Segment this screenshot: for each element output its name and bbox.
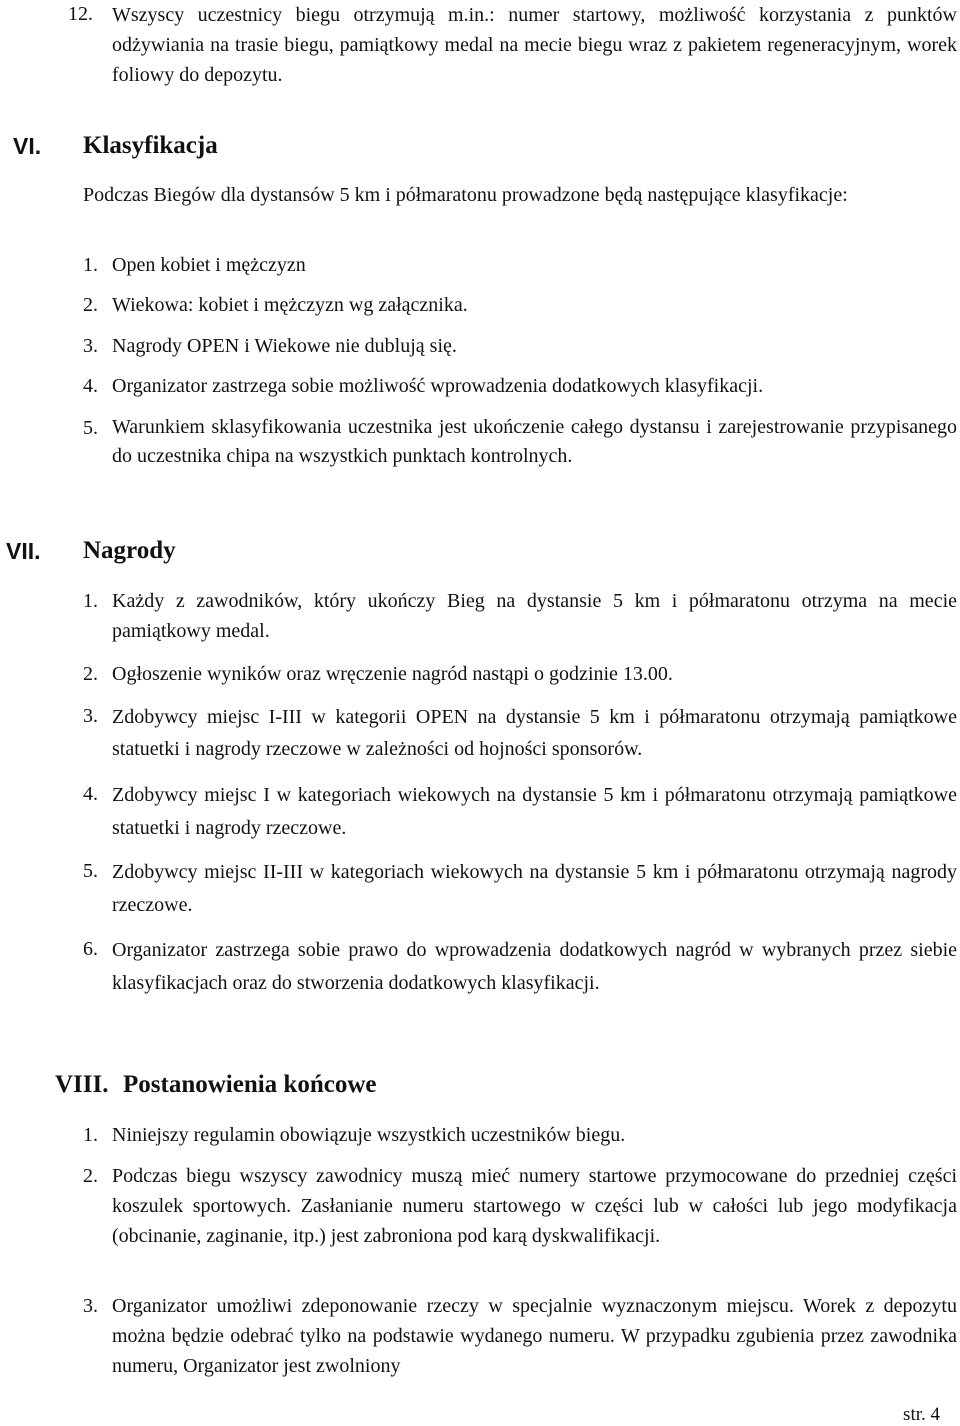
list-item-number: 1.: [83, 590, 98, 612]
list-item-number: 1.: [83, 1124, 98, 1146]
list-item-text: Warunkiem sklasyfikowania uczestnika jest ukończenie całego dystansu i zarejestrowanie przypisanego do uczestnika chipa na wszystkich punktach kontrolnych.: [112, 416, 957, 467]
list-item-number: 2.: [83, 663, 98, 685]
list-item-text: Organizator zastrzega sobie prawo do wprowadzenia dodatkowych nagród w wybranych przez siebie klasyfikacjach oraz do stworzenia dodatkowych klasyfikacji.: [112, 939, 957, 994]
section-title: Klasyfikacja: [83, 132, 218, 159]
list-item-text: Zdobywcy miejsc I w kategoriach wiekowych na dystansie 5 km i półmaratonu otrzymają pamiątkowe statuetki i nagrody rzeczowe.: [112, 784, 957, 839]
list-item-text: Open kobiet i mężczyzn: [112, 254, 306, 276]
list-item-number: 3.: [83, 705, 98, 727]
list-item-number: 4.: [83, 783, 98, 805]
section-number: VIII.: [55, 1071, 109, 1098]
list-item-number: 3.: [83, 335, 98, 357]
list-item-number: 5.: [83, 860, 98, 882]
list-item-text: Nagrody OPEN i Wiekowe nie dublują się.: [112, 335, 457, 357]
section-intro: Podczas Biegów dla dystansów 5 km i półmaratonu prowadzone będą następujące klasyfikacje:: [83, 184, 848, 206]
list-item-number: 4.: [83, 375, 98, 397]
list-item-number: 3.: [83, 1295, 98, 1317]
page-number: str. 4: [903, 1404, 940, 1425]
section-title: Nagrody: [83, 537, 176, 564]
list-item-number: 5.: [83, 417, 98, 439]
list-item-text: Niniejszy regulamin obowiązuje wszystkich uczestników biegu.: [112, 1124, 626, 1146]
item-number: 12.: [68, 3, 93, 25]
list-item-text: Organizator umożliwi zdeponowanie rzeczy w specjalnie wyznaczonym miejscu. Worek z depozytu można będzie odebrać tylko na podstawie wydanego numeru. W przypadku zgubienia przez zawodnika numeru, Organizator jest zwolniony: [112, 1295, 957, 1377]
list-item-text: Zdobywcy miejsc II-III w kategoriach wiekowych na dystansie 5 km i półmaratonu otrzymają nagrody rzeczowe.: [112, 861, 957, 916]
list-item-number: 1.: [83, 254, 98, 276]
list-item-text: Podczas biegu wszyscy zawodnicy muszą mieć numery startowe przymocowane do przedniej części koszulek sportowych. Zasłanianie numeru startowego w części lub w całości lub jego modyfikacja (obcinanie, zaginanie, itp.) jest zabroniona pod karą dyskwalifikacji.: [112, 1165, 957, 1247]
list-item-text: Ogłoszenie wyników oraz wręczenie nagród nastąpi o godzinie 13.00.: [112, 663, 673, 685]
list-item-text: Organizator zastrzega sobie możliwość wprowadzenia dodatkowych klasyfikacji.: [112, 375, 764, 397]
section-number: VII.: [6, 538, 41, 564]
section-number: VI.: [13, 133, 42, 159]
list-item-text: Zdobywcy miejsc I-III w kategorii OPEN na dystansie 5 km i półmaratonu otrzymają pamiątkowe statuetki i nagrody rzeczowe w zależności od hojności sponsorów.: [112, 706, 957, 760]
list-item-number: 2.: [83, 1165, 98, 1187]
list-item-text: Wiekowa: kobiet i mężczyzn wg załącznika.: [112, 294, 468, 316]
section-title: Postanowienia końcowe: [123, 1071, 377, 1098]
item-text: Wszyscy uczestnicy biegu otrzymują m.in.: numer startowy, możliwość korzystania z punktów odżywiania na trasie biegu, pamiątkowy medal na mecie biegu wraz z pakietem regeneracyjnym, worek foliowy do depozytu.: [112, 4, 957, 86]
list-item-text: Każdy z zawodników, który ukończy Bieg na dystansie 5 km i półmaratonu otrzyma na mecie pamiątkowy medal.: [112, 590, 957, 642]
list-item-number: 6.: [83, 938, 98, 960]
list-item-number: 2.: [83, 294, 98, 316]
